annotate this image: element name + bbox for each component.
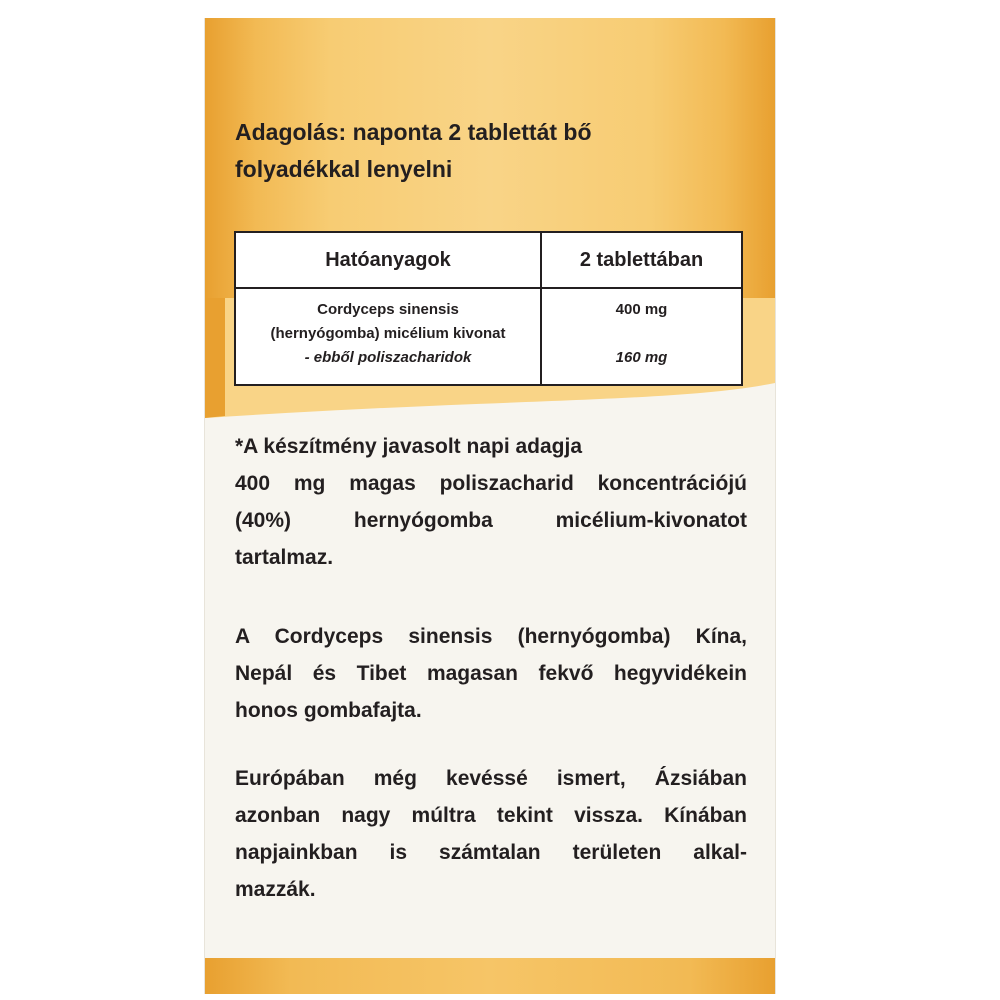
ingredient-cell: [235, 288, 541, 385]
p1-line: 400 mg magas poliszacharid koncentrációjú: [235, 472, 747, 495]
ingredient-name: Cordyceps sinensis: [317, 301, 459, 318]
p2-line: honos gombafajta.: [235, 699, 422, 722]
p3-line: mazzák.: [235, 878, 316, 901]
p2-line: A Cordyceps sinensis (hernyógomba) Kína,: [235, 625, 747, 648]
amount-sub: 160 mg: [615, 349, 668, 366]
table-header-row: [235, 232, 742, 288]
orange-footer-band: [205, 958, 775, 994]
header-per-two-tablets: 2 tablettában: [541, 232, 742, 288]
p3-line: napjainkban is számtalan területen alkal-: [235, 841, 747, 864]
header-active-ingredients: Hatóanyagok: [235, 232, 541, 288]
amount-cell: [541, 288, 742, 385]
dosage-instructions: [235, 114, 755, 188]
usage-history-paragraph: [235, 760, 747, 908]
origin-paragraph: [235, 618, 747, 729]
ingredients-table: [234, 231, 743, 386]
package-back-panel: [205, 18, 775, 994]
p1-line: tartalmaz.: [235, 546, 334, 569]
p1-line: (40%) hernyógomba micélium-kivonatot: [235, 509, 747, 532]
amount-main: 400 mg: [615, 301, 668, 318]
recommended-dose-paragraph: [235, 428, 747, 576]
p2-line: Nepál és Tibet magasan fekvő hegyvidékein: [235, 662, 747, 685]
table-row: [235, 288, 742, 385]
dosage-line-2: folyadékkal lenyelni: [235, 156, 453, 182]
dosage-line-1: Adagolás: naponta 2 tablettát bő: [235, 119, 592, 145]
p1-line: *A készítmény javasolt napi adagja: [235, 435, 583, 458]
p3-line: Európában még kevéssé ismert, Ázsiában: [235, 767, 747, 790]
ingredient-sub: - ebből poliszacharidok: [304, 349, 472, 366]
p3-line: azonban nagy múltra tekint vissza. Kínában: [235, 804, 747, 827]
ingredient-description: (hernyógomba) micélium kivonat: [270, 325, 506, 342]
